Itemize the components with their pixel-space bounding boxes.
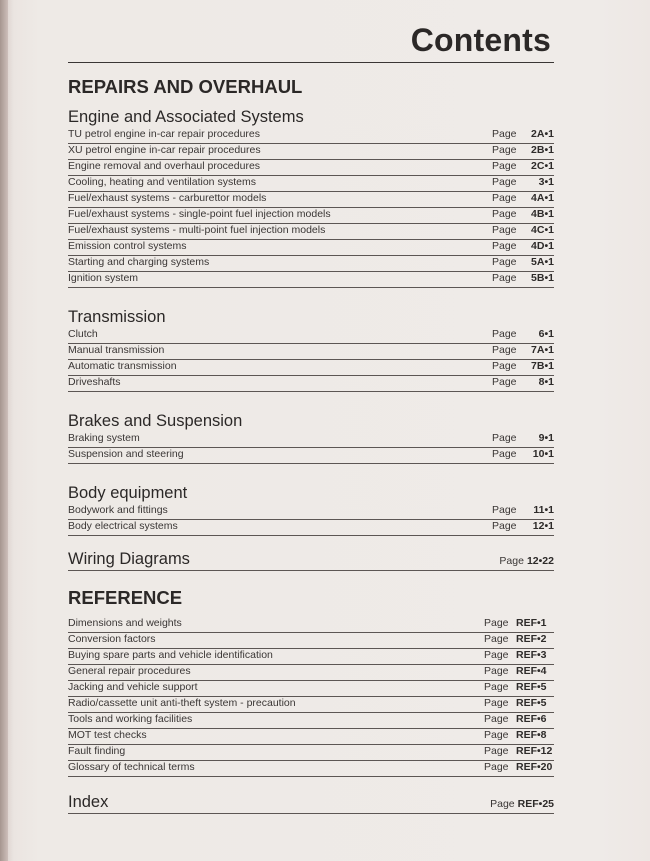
toc-entry-wiring-diagrams[interactable]	[68, 548, 554, 571]
page-number: 2A•1	[531, 128, 554, 140]
section-title-transmission: Transmission	[68, 308, 166, 326]
page-number: REF•1	[516, 617, 547, 629]
toc-entry[interactable]	[68, 520, 554, 536]
page-word: Page	[492, 344, 517, 356]
page-number: REF•8	[516, 729, 547, 741]
toc-entry-label: MOT test checks	[68, 729, 147, 741]
toc-entry[interactable]	[68, 208, 554, 224]
page-word: Page	[492, 272, 517, 284]
page-word: Page	[492, 160, 517, 172]
page-word: Page	[484, 713, 509, 725]
toc-entry[interactable]	[68, 240, 554, 256]
toc-entry[interactable]	[68, 256, 554, 272]
page-word: Page	[499, 555, 524, 567]
toc-entry-label: General repair procedures	[68, 665, 191, 677]
toc-entry-label: Buying spare parts and vehicle identification	[68, 649, 273, 661]
toc-entry[interactable]	[68, 633, 554, 649]
toc-entry-index[interactable]	[68, 791, 554, 814]
toc-entry[interactable]	[68, 432, 554, 448]
toc-entry-label: Fuel/exhaust systems - multi-point fuel injection models	[68, 224, 326, 236]
major-heading-reference: REFERENCE	[68, 587, 183, 608]
page-word: Page	[492, 520, 517, 532]
page-word: Page	[492, 128, 517, 140]
page-number: 3•1	[538, 176, 554, 188]
toc-entry-label: Engine removal and overhaul procedures	[68, 160, 261, 172]
toc-entry-label: Emission control systems	[68, 240, 187, 252]
toc-entry-label: Suspension and steering	[68, 448, 184, 460]
toc-entry-label: Ignition system	[68, 272, 139, 284]
page-number: REF•6	[516, 713, 547, 725]
page-number: 6•1	[538, 328, 554, 340]
page-word: Page	[484, 649, 509, 661]
page-word: Page	[484, 697, 509, 709]
page-word: Page	[484, 745, 509, 757]
page-word: Page	[484, 665, 509, 677]
page-number: 4B•1	[531, 208, 554, 220]
toc-entry-label: Jacking and vehicle support	[68, 681, 198, 693]
page-word: Page	[492, 176, 517, 188]
toc-entry[interactable]	[68, 745, 554, 761]
page-number: REF•12	[516, 745, 553, 757]
page-word: Page	[492, 376, 517, 388]
page-number: 4D•1	[531, 240, 554, 252]
page-word: Page	[484, 617, 509, 629]
major-heading-repairs: REPAIRS AND OVERHAUL	[68, 76, 303, 97]
page-word: Page	[492, 144, 517, 156]
toc-entry[interactable]	[68, 360, 554, 376]
page-word: Page	[484, 681, 509, 693]
toc-entry-label: Glossary of technical terms	[68, 761, 195, 773]
page-title: Contents	[410, 22, 551, 58]
toc-entry[interactable]	[68, 665, 554, 681]
toc-entry-label: Fault finding	[68, 745, 126, 757]
page-word: Page	[492, 432, 517, 444]
wiring-diagrams-title: Wiring Diagrams	[68, 550, 190, 568]
page-number: REF•5	[516, 681, 547, 693]
section-title-engine: Engine and Associated Systems	[68, 108, 304, 126]
section-title-brakes: Brakes and Suspension	[68, 412, 243, 430]
page-number: 7B•1	[531, 360, 554, 372]
toc-entry-label: Driveshafts	[68, 376, 121, 388]
toc-entry[interactable]	[68, 160, 554, 176]
page-word: Page	[492, 192, 517, 204]
toc-entry-label: TU petrol engine in-car repair procedures	[68, 128, 261, 140]
section-title-body: Body equipment	[68, 484, 188, 502]
toc-entry-label: Conversion factors	[68, 633, 156, 645]
toc-entry-label: Body electrical systems	[68, 520, 178, 532]
page-word: Page	[492, 224, 517, 236]
page-number: 4A•1	[531, 192, 554, 204]
toc-entry[interactable]	[68, 144, 554, 160]
toc-entry[interactable]	[68, 192, 554, 208]
page-word: Page	[492, 256, 517, 268]
page-word: Page	[484, 729, 509, 741]
index-title: Index	[68, 793, 109, 811]
toc-entry-label: Starting and charging systems	[68, 256, 210, 268]
toc-entry-label: Bodywork and fittings	[68, 504, 168, 516]
page-number: 11•1	[533, 504, 554, 516]
section-brakes-list	[68, 432, 554, 464]
page-word: Page	[490, 798, 515, 810]
toc-entry-label: Dimensions and weights	[68, 617, 182, 629]
page-word: Page	[492, 448, 517, 460]
book-spine-shadow	[0, 0, 8, 861]
toc-entry[interactable]	[68, 448, 554, 464]
page-number: 2B•1	[531, 144, 554, 156]
toc-entry[interactable]	[68, 128, 554, 144]
section-body-list	[68, 504, 554, 536]
toc-entry[interactable]	[68, 272, 554, 288]
section-transmission-list	[68, 328, 554, 392]
toc-entry[interactable]	[68, 328, 554, 344]
page-word: Page	[492, 240, 517, 252]
page-number: REF•5	[516, 697, 547, 709]
toc-entry[interactable]	[68, 224, 554, 240]
page-word: Page	[492, 208, 517, 220]
section-engine-list	[68, 128, 554, 288]
toc-entry[interactable]	[68, 761, 554, 777]
page-number: REF•3	[516, 649, 547, 661]
page-word: Page	[484, 633, 509, 645]
contents-body	[68, 72, 554, 814]
reference-list	[68, 617, 554, 777]
toc-entry[interactable]	[68, 344, 554, 360]
page-word: Page	[492, 504, 517, 516]
page-number: 5B•1	[531, 272, 554, 284]
toc-entry[interactable]	[68, 713, 554, 729]
page-number: 12•22	[526, 555, 554, 567]
toc-entry[interactable]	[68, 649, 554, 665]
toc-entry[interactable]	[68, 617, 554, 633]
toc-entry-label: Tools and working facilities	[68, 713, 193, 725]
toc-entry[interactable]	[68, 697, 554, 713]
page-number: 2C•1	[531, 160, 554, 172]
page-number: REF•25	[517, 798, 554, 810]
page-number: 4C•1	[531, 224, 554, 236]
page-word: Page	[492, 360, 517, 372]
toc-entry[interactable]	[68, 376, 554, 392]
page-number: REF•20	[516, 761, 553, 773]
page-number: 8•1	[538, 376, 554, 388]
toc-entry-label: Manual transmission	[68, 344, 165, 356]
page-number: 9•1	[538, 432, 554, 444]
toc-entry-label: Fuel/exhaust systems - carburettor models	[68, 192, 267, 204]
toc-entry[interactable]	[68, 681, 554, 697]
title-rule	[68, 62, 554, 63]
toc-entry-label: Automatic transmission	[68, 360, 177, 372]
toc-entry-label: Fuel/exhaust systems - single-point fuel injection models	[68, 208, 331, 220]
page-number: 12•1	[532, 520, 554, 532]
page-number: 7A•1	[531, 344, 554, 356]
toc-entry-label: Clutch	[68, 328, 98, 340]
page-number: REF•4	[516, 665, 547, 677]
page-number: REF•2	[516, 633, 547, 645]
toc-entry-label: Cooling, heating and ventilation systems	[68, 176, 256, 188]
page-word: Page	[492, 328, 517, 340]
page-word: Page	[484, 761, 509, 773]
toc-entry[interactable]	[68, 729, 554, 745]
toc-entry-label: XU petrol engine in-car repair procedures	[68, 144, 261, 156]
toc-entry-label: Radio/cassette unit anti-theft system - precaution	[68, 697, 296, 709]
toc-entry[interactable]	[68, 176, 554, 192]
page-number: 10•1	[532, 448, 554, 460]
toc-entry[interactable]	[68, 504, 554, 520]
page-number: 5A•1	[531, 256, 554, 268]
toc-entry-label: Braking system	[68, 432, 140, 444]
